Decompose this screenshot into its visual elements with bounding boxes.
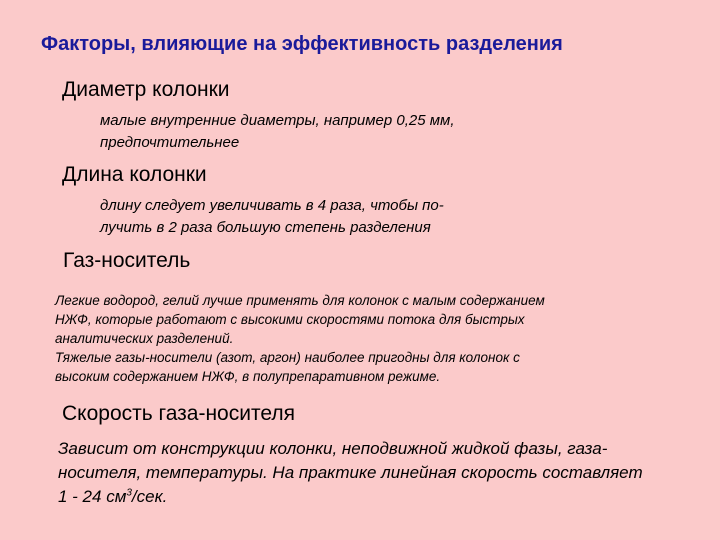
description-line: лучить в 2 раза большую степень разделения xyxy=(100,219,431,236)
description-line: высоким содержанием НЖФ, в полупрепаративном режиме. xyxy=(55,369,441,384)
description-line: Тяжелые газы-носители (азот, аргон) наиболее пригодны для колонок с xyxy=(55,350,520,365)
description-line: носителя, температуры. На практике линейная скорость составляет xyxy=(58,463,643,482)
description-line: предпочтительнее xyxy=(100,134,240,151)
description-line: НЖФ, которые работают с высокими скоростями потока для быстрых xyxy=(55,312,525,327)
velocity-unit-suffix: /сек. xyxy=(131,487,168,506)
description-line: Зависит от конструкции колонки, неподвижной жидкой фазы, газа- xyxy=(58,439,608,458)
description-line-with-units xyxy=(58,485,643,509)
factor-heading-column-diameter: Диаметр колонки xyxy=(62,78,230,101)
description-line: длину следует увеличивать в 4 раза, чтобы по- xyxy=(100,197,444,214)
factor-heading-carrier-gas-velocity: Скорость газа-носителя xyxy=(62,402,295,425)
factor-description-column-length xyxy=(100,195,444,239)
factor-heading-carrier-gas: Газ-носитель xyxy=(63,249,191,272)
description-line: малые внутренние диаметры, например 0,25 мм, xyxy=(100,112,455,129)
velocity-range-text: 1 - 24 см xyxy=(58,487,127,506)
slide-title: Факторы, влияющие на эффективность разделения xyxy=(41,33,563,55)
factor-description-column-diameter xyxy=(100,110,455,154)
factor-heading-column-length: Длина колонки xyxy=(62,163,207,186)
description-line: аналитических разделений. xyxy=(55,331,234,346)
factor-description-carrier-gas-velocity xyxy=(58,437,643,509)
description-line: Легкие водород, гелий лучше применять для колонок с малым содержанием xyxy=(55,293,545,308)
factor-description-carrier-gas xyxy=(55,291,545,386)
unit-exponent: 3 xyxy=(126,487,132,499)
